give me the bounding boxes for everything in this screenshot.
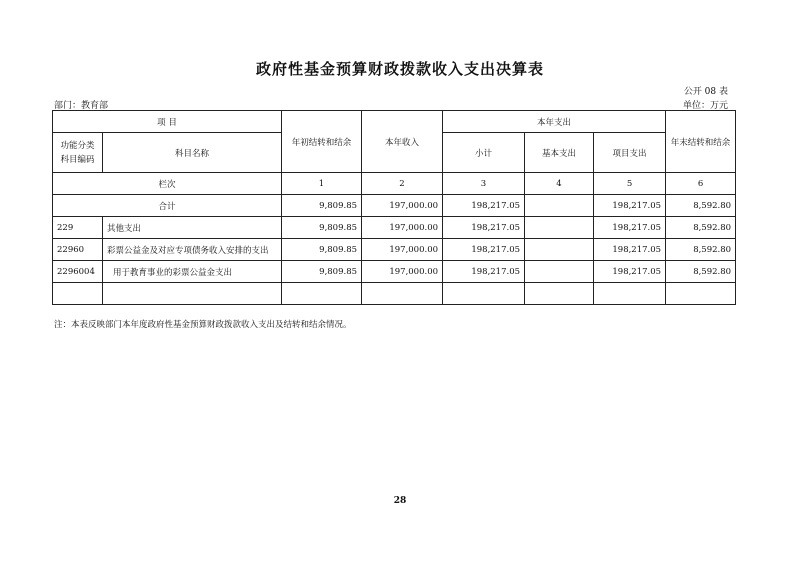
- header-subject-name: 科目名称: [103, 133, 282, 173]
- row-code: 22960: [53, 239, 103, 261]
- page-number: 28: [393, 496, 407, 506]
- budget-table: [52, 110, 736, 305]
- header-row-1: [53, 111, 736, 133]
- table-note: 注：本表反映部门本年度政府性基金预算财政拨款收入支出及结转和结余情况。: [54, 320, 352, 330]
- row-opening: 9,809.85: [282, 261, 362, 283]
- row-code: 2296004: [53, 261, 103, 283]
- empty-cell: [525, 283, 594, 305]
- header-subtotal: 小计: [443, 133, 525, 173]
- header-expenditure: 本年支出: [443, 111, 666, 133]
- form-code: 公开 08 表: [683, 87, 728, 97]
- header-func-code: 功能分类 科目编码: [53, 133, 103, 173]
- total-row: [53, 195, 736, 217]
- column-index: 3: [443, 173, 525, 195]
- empty-cell: [443, 283, 525, 305]
- row-opening: 9,809.85: [282, 239, 362, 261]
- column-index: 6: [666, 173, 736, 195]
- total-opening: 9,809.85: [282, 195, 362, 217]
- header-project: 项 目: [53, 111, 282, 133]
- header-income: 本年收入: [362, 111, 443, 173]
- row-name: 其他支出: [103, 217, 282, 239]
- column-index: 2: [362, 173, 443, 195]
- department-label: 部门：教育部: [54, 101, 109, 111]
- page-title: 政府性基金预算财政拨款收入支出决算表: [255, 60, 544, 78]
- row-basic: [525, 261, 594, 283]
- header-closing-balance: 年末结转和结余: [666, 111, 736, 173]
- empty-cell: [103, 283, 282, 305]
- column-index: 4: [525, 173, 594, 195]
- row-project: 198,217.05: [594, 261, 666, 283]
- column-index: 5: [594, 173, 666, 195]
- row-income: 197,000.00: [362, 217, 443, 239]
- unit-label: 单位：万元: [682, 101, 728, 111]
- row-closing: 8,592.80: [666, 217, 736, 239]
- empty-cell: [362, 283, 443, 305]
- header-basic: 基本支出: [525, 133, 594, 173]
- row-project: 198,217.05: [594, 239, 666, 261]
- table-row: [53, 239, 736, 261]
- total-closing: 8,592.80: [666, 195, 736, 217]
- total-basic: [525, 195, 594, 217]
- column-index-row: [53, 173, 736, 195]
- empty-cell: [666, 283, 736, 305]
- row-income: 197,000.00: [362, 261, 443, 283]
- row-closing: 8,592.80: [666, 261, 736, 283]
- header-project-exp: 项目支出: [594, 133, 666, 173]
- total-subtotal: 198,217.05: [443, 195, 525, 217]
- row-subtotal: 198,217.05: [443, 239, 525, 261]
- row-basic: [525, 239, 594, 261]
- row-subtotal: 198,217.05: [443, 217, 525, 239]
- row-subtotal: 198,217.05: [443, 261, 525, 283]
- row-basic: [525, 217, 594, 239]
- row-code: 229: [53, 217, 103, 239]
- row-income: 197,000.00: [362, 239, 443, 261]
- row-closing: 8,592.80: [666, 239, 736, 261]
- total-project: 198,217.05: [594, 195, 666, 217]
- empty-cell: [53, 283, 103, 305]
- header-opening-balance: 年初结转和结余: [282, 111, 362, 173]
- table-row: [53, 261, 736, 283]
- empty-cell: [282, 283, 362, 305]
- table-row: [53, 217, 736, 239]
- row-project: 198,217.05: [594, 217, 666, 239]
- total-income: 197,000.00: [362, 195, 443, 217]
- total-label: 合计: [53, 195, 282, 217]
- row-name: 用于教育事业的彩票公益金支出: [103, 261, 282, 283]
- column-index-label: 栏次: [53, 173, 282, 195]
- row-opening: 9,809.85: [282, 217, 362, 239]
- row-name: 彩票公益金及对应专项债务收入安排的支出: [103, 239, 282, 261]
- empty-row: [53, 283, 736, 305]
- empty-cell: [594, 283, 666, 305]
- column-index: 1: [282, 173, 362, 195]
